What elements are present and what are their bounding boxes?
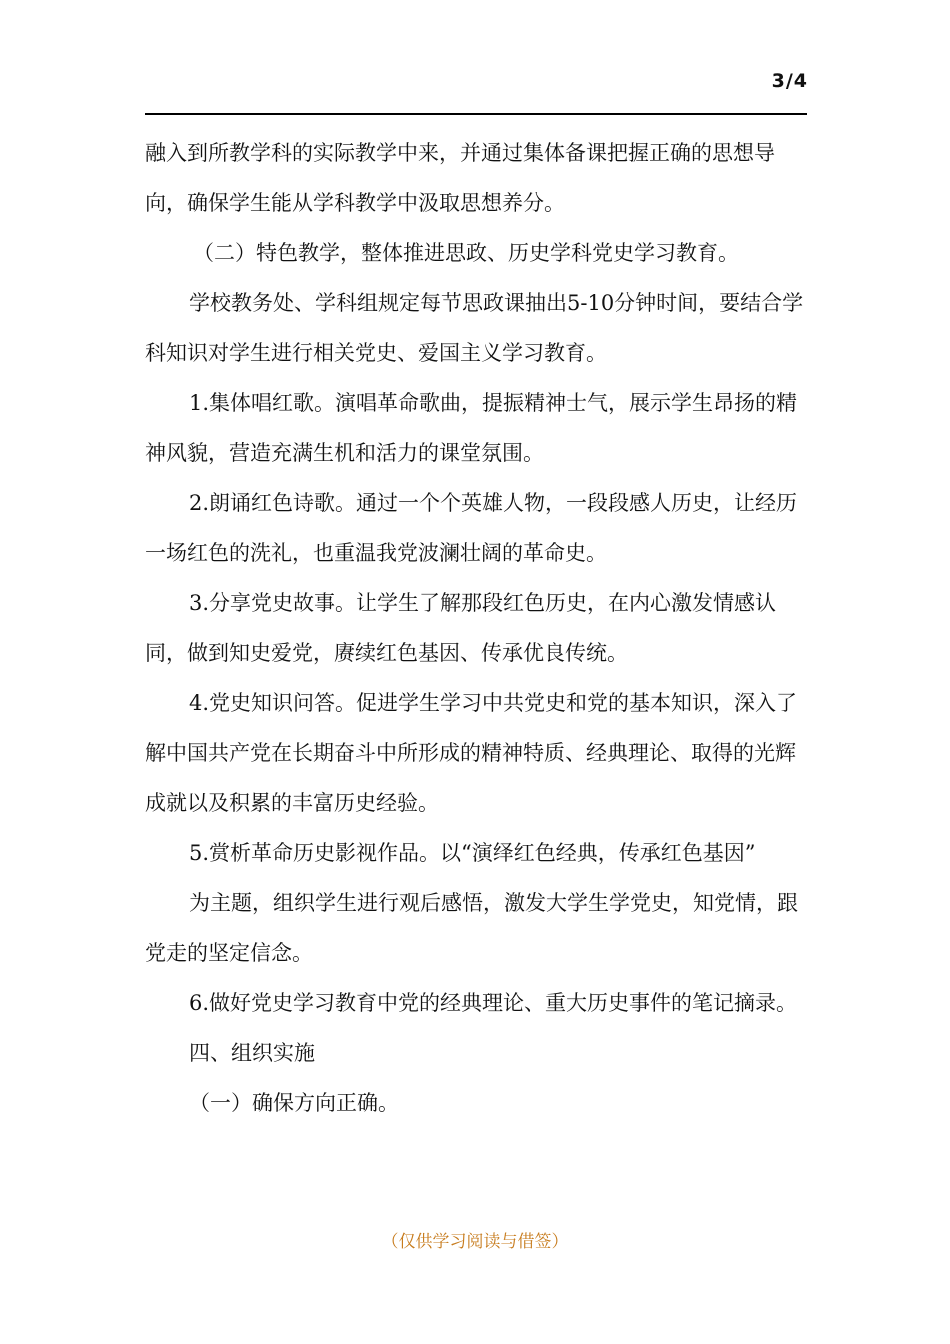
list-item-party-stories: 3.分享党史故事。让学生了解那段红色历史，在内心激发情感认同，做到知史爱党，赓续红色基因、传承优良传统。 [145,591,777,665]
section-heading-special-teaching: （二）特色教学，整体推进思政、历史学科党史学习教育。 [193,241,739,265]
section-heading-implementation: 四、组织实施 [189,1041,315,1065]
list-item-film-appreciation: 5.赏析革命历史影视作品。以“演绎红色经典，传承红色基因” [189,841,756,865]
list-item-red-poems: 2.朗诵红色诗歌。通过一个个英雄人物，一段段感人历史，让经历一场红色的洗礼，也重温我党波澜壮阔的革命史。 [145,491,798,565]
subsection-heading-direction: （一）确保方向正确。 [189,1091,399,1115]
page-number: 3/4 [771,70,808,92]
list-item-red-songs: 1.集体唱红歌。演唱革命歌曲，提振精神士气，展示学生昂扬的精神风貌，营造充满生机和活力的课堂氛围。 [145,391,798,465]
paragraph-course-rule: 学校教务处、学科组规定每节思政课抽出5-10分钟时间，要结合学科知识对学生进行相关党史、爱国主义学习教育。 [145,291,804,365]
list-item-notes: 6.做好党史学习教育中党的经典理论、重大历史事件的笔记摘录。 [189,991,798,1015]
document-body [145,128,809,1128]
paragraph-continuation: 融入到所教学科的实际教学中来，并通过集体备课把握正确的思想导向，确保学生能从学科教学中汲取思想养分。 [145,141,775,215]
list-item-knowledge-qa: 4.党史知识问答。促进学生学习中共党史和党的基本知识，深入了解中国共产党在长期奋斗中所形成的精神特质、经典理论、取得的光辉成就以及积累的丰富历史经验。 [145,691,798,815]
footer-note: （仅供学习阅读与借签） [381,1232,569,1252]
paragraph-film-theme: 为主题，组织学生进行观后感悟，激发大学生学党史，知党情，跟党走的坚定信念。 [145,891,798,965]
header-rule [145,113,807,115]
